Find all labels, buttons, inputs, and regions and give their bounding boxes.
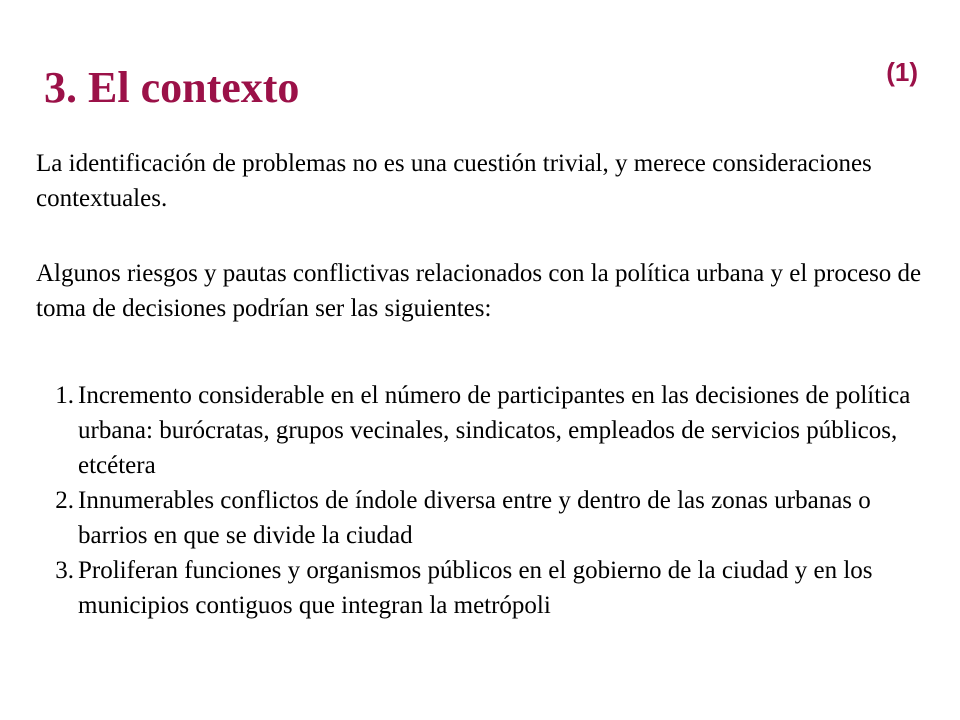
list-item-number: 2. [55,487,74,514]
risk-list [36,378,926,623]
page-number: (1) [886,57,918,87]
list-item [36,553,926,623]
list-item-number: 1. [55,382,74,409]
risks-paragraph: Algunos riesgos y pautas conflictivas relacionados con la política urbana y el proceso de toma de decisiones podrían ser las siguientes: [36,260,922,322]
list-item [36,378,926,483]
list-item-text: Incremento considerable en el número de participantes en las decisiones de política urbana: burócratas, grupos vecinales, sindicatos, empleados de servicios públicos, etcétera [78,382,911,479]
intro-paragraph: La identificación de problemas no es una cuestión trivial, y merece consideraciones contextuales. [36,150,872,212]
list-item-number: 3. [55,557,74,584]
list-item-text: Proliferan funciones y organismos públicos en el gobierno de la ciudad y en los municipios contiguos que integran la metrópoli [78,557,873,619]
list-item-text: Innumerables conflictos de índole diversa entre y dentro de las zonas urbanas o barrios en que se divide la ciudad [78,487,871,549]
slide-title: 3. El contexto [44,63,300,112]
list-item [36,483,926,553]
